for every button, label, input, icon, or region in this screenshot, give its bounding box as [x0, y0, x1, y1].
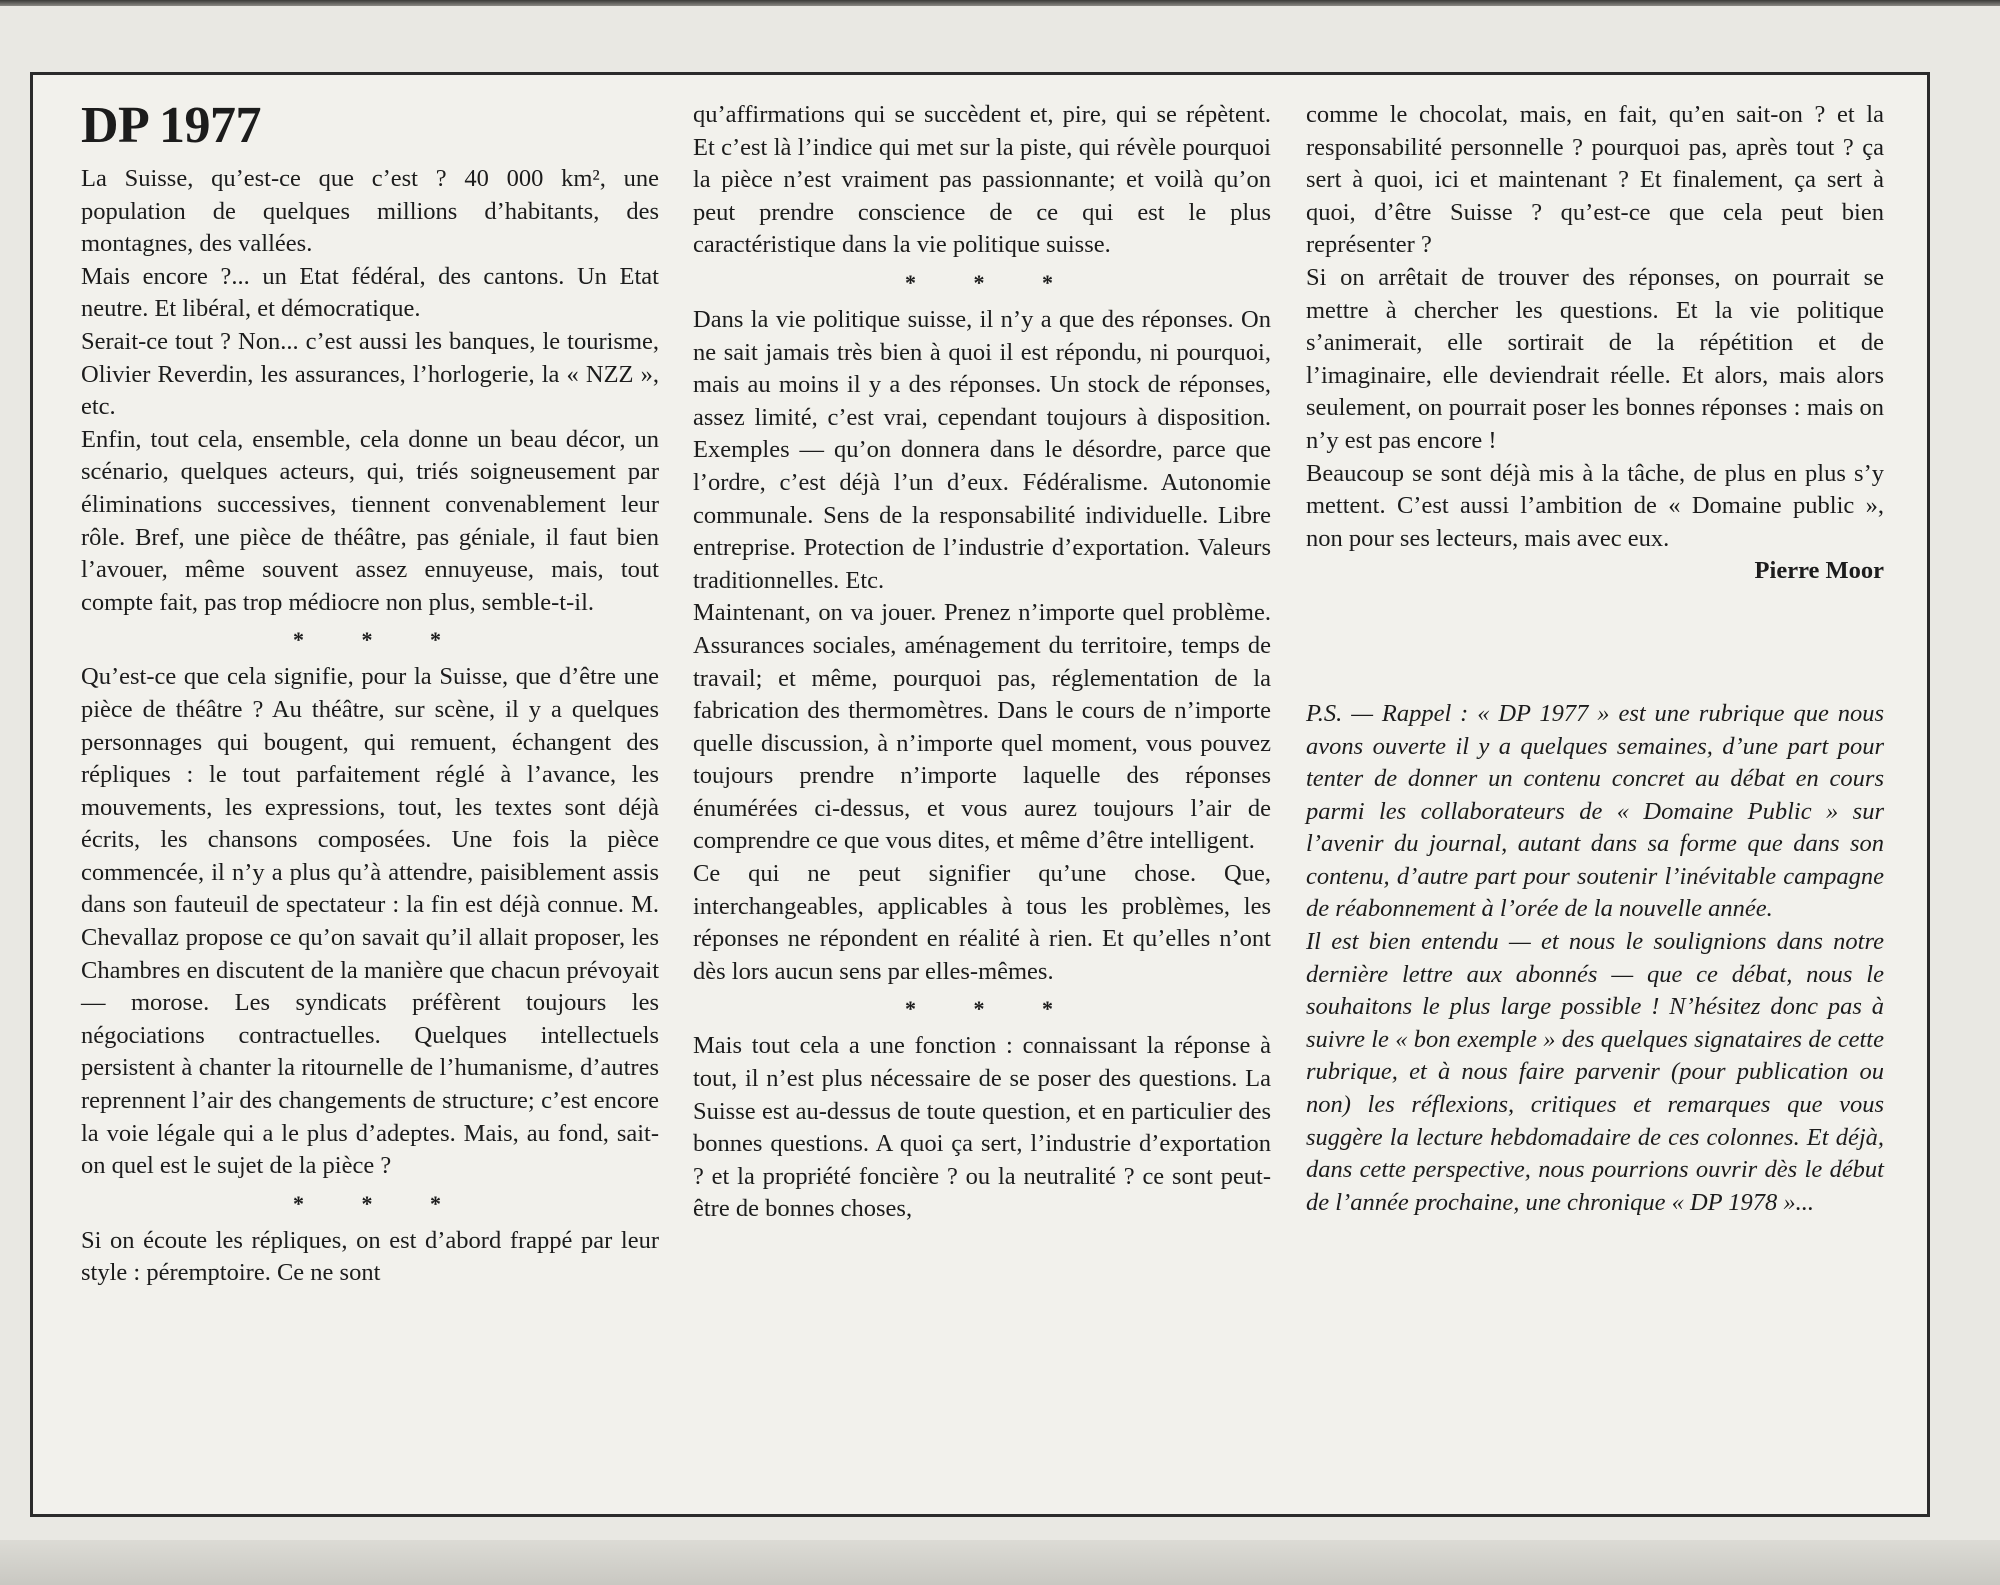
paragraph: Si on écoute les répliques, on est d’abord frappé par leur style : péremptoire. Ce ne sont: [81, 1226, 659, 1287]
postscript-paragraph: Il est bien entendu — et nous le soulignions dans notre dernière lettre aux abonnés — que ce débat, nous le souhaitons le plus large possible ! N’hésitez donc pas à suivre le « bon exemple » des quelques signataires de cette rubrique, et à nous faire parvenir (pour publication ou non) les réflexions, critiques et remarques que vous suggère la lecture hebdomadaire de ces colonnes. Et déjà, dans cette perspective, nous pourrions ouvrir dès le début de l’année prochaine, une chronique « DP 1978 »...: [1306, 928, 1884, 1216]
paragraph: Qu’est-ce que cela signifie, pour la Suisse, que d’être une pièce de théâtre ? Au théâtre, sur scène, il y a quelques personnages qui bougent, qui remuent, échangent des répliques : le tout parfaitement réglé à l’avance, les mouvements, les expressions, tout, les textes sont déjà écrits, les chansons composées. Une fois la pièce commencée, il n’y a plus qu’à attendre, paisiblement assis dans son fauteuil de spectateur : la fin est déjà connue. M. Chevallaz propose ce qu’on savait qu’il allait proposer, les Chambres en discutent de la manière que chacun prévoyait — morose. Les syndicats préfèrent toujours les négociations contractuelles. Quelques intellectuels persistent à chanter la ritournelle de l’humanisme, d’autres reprennent l’air des changements de structure; c’est encore la voie légale qui a le plus d’adeptes. Mais, au fond, sait-on quel est le sujet de la pièce ?: [81, 663, 659, 1180]
paragraph: Si on arrêtait de trouver des réponses, on pourrait se mettre à chercher les questions. Et la vie politique s’animerait, elle sortirait de la répétition et de l’imaginaire, elle deviendrait réelle. Et alors, mais alors seulement, on pourrait poser les bonnes réponses : mais on n’y est pas encore !: [1306, 263, 1884, 454]
paragraph: La Suisse, qu’est-ce que c’est ? 40 000 km², une population de quelques millions d’habitants, des montagnes, des vallées.: [81, 165, 659, 258]
postscript: [1306, 698, 1884, 1220]
paragraph: Dans la vie politique suisse, il n’y a que des réponses. On ne sait jamais très bien à quoi il est répondu, ni pourquoi, mais au moins il y a des réponses. Un stock de réponses, assez limité, c’est vrai, cependant toujours à disposition. Exemples — qu’on donnera dans le désordre, parce que l’ordre, c’est déjà l’un d’eux. Fédéralisme. Autonomie communale. Sens de la responsabilité individuelle. Libre entreprise. Protection de l’industrie d’exportation. Valeurs traditionnelles. Etc.: [693, 305, 1271, 594]
section-separator: * * *: [293, 627, 467, 653]
paragraph: Maintenant, on va jouer. Prenez n’importe quel problème. Assurances sociales, aménagement du territoire, temps de travail; et même, pourquoi pas, réglementation de la fabrication des thermomètres. Dans le cours de n’importe quelle discussion, à n’importe quel moment, vous pouvez toujours prendre n’importe laquelle des réponses énumérées ci-dessus, et vous aurez toujours l’air de comprendre ce que vous dites, et même d’être intelligent.: [693, 599, 1271, 855]
article-frame: [30, 72, 1930, 1517]
top-edge: [0, 0, 2000, 6]
paragraph: qu’affirmations qui se succèdent et, pire, qui se répètent. Et c’est là l’indice qui met sur la piste, qui révèle pourquoi la pièce n’est vraiment pas passionnante; et voilà qu’on peut prendre conscience de ce qui est le plus caractéristique dans la vie politique suisse.: [693, 101, 1271, 259]
section-separator: * * *: [293, 1190, 467, 1216]
paragraph: Ce qui ne peut signifier qu’une chose. Que, interchangeables, applicables à tous les problèmes, les réponses ne répondent en réalité à rien. Et qu’elles n’ont dès lors aucun sens par elles-mêmes.: [693, 860, 1271, 985]
article-title: DP 1977: [81, 97, 261, 154]
paragraph: comme le chocolat, mais, en fait, qu’en sait-on ? et la responsabilité personnelle ? pourquoi pas, après tout ? ça sert à quoi, ici et maintenant ? Et finalement, ça sert à quoi, d’être Suisse ? qu’est-ce que cela peut bien représenter ?: [1306, 101, 1884, 259]
paragraph: Serait-ce tout ? Non... c’est aussi les banques, le tourisme, Olivier Reverdin, les assurances, l’horlogerie, la « NZZ », etc.: [81, 327, 659, 421]
column-1: [81, 97, 659, 1290]
paragraph: Mais encore ?... un Etat fédéral, des cantons. Un Etat neutre. Et libéral, et démocratique.: [81, 262, 659, 323]
section-separator: * * *: [905, 269, 1079, 295]
paragraph: Beaucoup se sont déjà mis à la tâche, de plus en plus s’y mettent. C’est aussi l’ambition de « Domaine public », non pour ses lecteurs, mais avec eux.: [1306, 459, 1884, 552]
section-separator: * * *: [905, 996, 1079, 1022]
bottom-edge: [0, 1540, 2000, 1585]
paragraph: Enfin, tout cela, ensemble, cela donne un beau décor, un scénario, quelques acteurs, qui, triés soigneusement par éliminations successives, tiennent convenablement leur rôle. Bref, une pièce de théâtre, pas géniale, il faut bien l’avouer, même souvent assez ennuyeuse, mais, tout compte fait, pas trop médiocre non plus, semble-t-il.: [81, 425, 659, 616]
author-signature: Pierre Moor: [1754, 557, 1884, 585]
column-3: [1306, 99, 1884, 1219]
paragraph: Mais tout cela a une fonction : connaissant la réponse à tout, il n’est plus nécessaire de se poser des questions. La Suisse est au-dessus de toute question, et en particulier des bonnes questions. A quoi ça sert, l’industrie d’exportation ? et la propriété foncière ? ou la neutralité ? ce sont peut-être de bonnes choses,: [693, 1032, 1271, 1223]
postscript-paragraph: P.S. — Rappel : « DP 1977 » est une rubrique que nous avons ouverte il y a quelques semaines, d’une part pour tenter de donner un contenu concret au débat en cours parmi les collaborateurs de « Domaine Public » sur l’avenir du journal, autant dans sa forme que dans son contenu, d’autre part pour soutenir l’inévitable campagne de réabonnement à l’orée de la nouvelle année.: [1306, 699, 1884, 923]
column-2: [693, 99, 1271, 1226]
